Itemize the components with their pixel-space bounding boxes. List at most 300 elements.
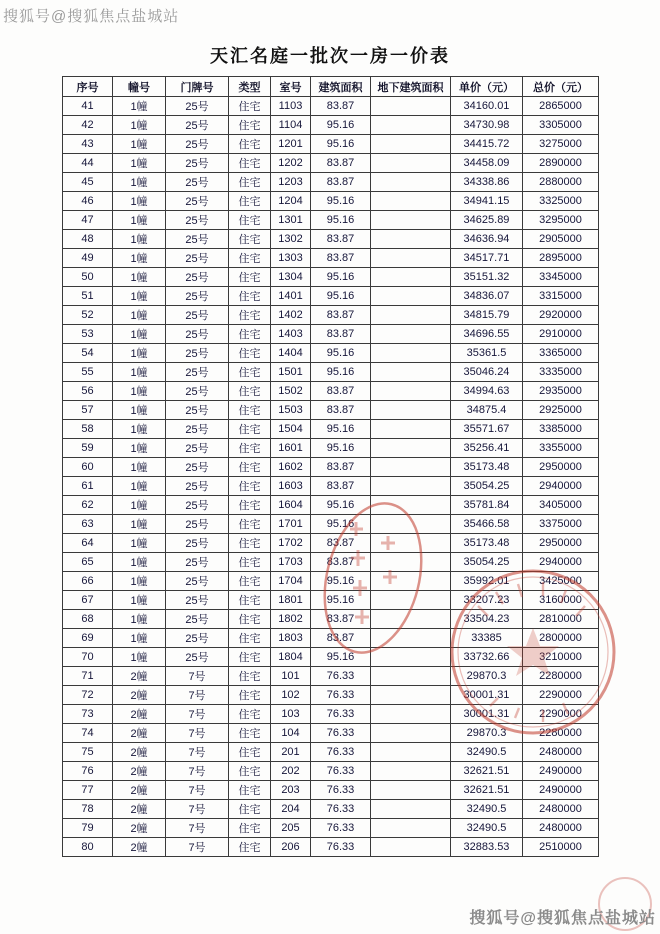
column-header: 类型 [229, 77, 271, 97]
table-row [63, 173, 599, 192]
cell: 1501 [271, 363, 311, 382]
column-header: 总价（元） [523, 77, 599, 97]
table-header-row [63, 77, 599, 97]
cell: 34338.86 [451, 173, 523, 192]
cell [371, 192, 451, 211]
cell: 1幢 [113, 211, 166, 230]
cell [371, 838, 451, 857]
cell [371, 724, 451, 743]
cell [371, 667, 451, 686]
cell: 1幢 [113, 439, 166, 458]
cell: 2290000 [523, 705, 599, 724]
cell: 25号 [166, 135, 229, 154]
cell: 71 [63, 667, 113, 686]
cell: 1幢 [113, 515, 166, 534]
cell: 25号 [166, 173, 229, 192]
cell: 2280000 [523, 667, 599, 686]
cell: 32621.51 [451, 762, 523, 781]
cell: 2290000 [523, 686, 599, 705]
cell: 51 [63, 287, 113, 306]
cell: 住宅 [229, 192, 271, 211]
cell: 46 [63, 192, 113, 211]
cell: 202 [271, 762, 311, 781]
table-row [63, 306, 599, 325]
cell: 64 [63, 534, 113, 553]
cell: 住宅 [229, 97, 271, 116]
cell: 1幢 [113, 268, 166, 287]
table-row [63, 705, 599, 724]
cell: 3355000 [523, 439, 599, 458]
table-row [63, 629, 599, 648]
cell: 1604 [271, 496, 311, 515]
cell: 住宅 [229, 154, 271, 173]
cell: 住宅 [229, 306, 271, 325]
cell: 2幢 [113, 762, 166, 781]
cell [371, 477, 451, 496]
table-row [63, 553, 599, 572]
cell: 2480000 [523, 800, 599, 819]
cell: 1603 [271, 477, 311, 496]
cell: 76.33 [311, 819, 371, 838]
cell: 65 [63, 553, 113, 572]
cell: 76.33 [311, 743, 371, 762]
cell: 34160.01 [451, 97, 523, 116]
cell: 3160000 [523, 591, 599, 610]
cell: 95.16 [311, 496, 371, 515]
cell [371, 496, 451, 515]
cell: 1203 [271, 173, 311, 192]
cell: 83.87 [311, 477, 371, 496]
table-row [63, 781, 599, 800]
cell: 48 [63, 230, 113, 249]
cell: 住宅 [229, 819, 271, 838]
cell: 103 [271, 705, 311, 724]
cell: 83.87 [311, 553, 371, 572]
cell: 1幢 [113, 610, 166, 629]
cell: 25号 [166, 344, 229, 363]
cell: 203 [271, 781, 311, 800]
cell: 57 [63, 401, 113, 420]
cell: 7号 [166, 686, 229, 705]
cell: 59 [63, 439, 113, 458]
cell [371, 344, 451, 363]
cell: 25号 [166, 382, 229, 401]
watermark-top: 搜狐号@搜狐焦点盐城站 [3, 8, 180, 25]
cell: 3375000 [523, 515, 599, 534]
cell [371, 458, 451, 477]
cell: 2865000 [523, 97, 599, 116]
cell: 25号 [166, 610, 229, 629]
cell: 34875.4 [451, 401, 523, 420]
cell: 83.87 [311, 154, 371, 173]
table-row [63, 439, 599, 458]
cell: 1幢 [113, 306, 166, 325]
cell: 7号 [166, 705, 229, 724]
cell: 1幢 [113, 534, 166, 553]
cell: 1幢 [113, 591, 166, 610]
cell: 95.16 [311, 211, 371, 230]
cell: 住宅 [229, 648, 271, 667]
cell: 25号 [166, 515, 229, 534]
cell: 25号 [166, 116, 229, 135]
cell: 2幢 [113, 781, 166, 800]
cell: 7号 [166, 667, 229, 686]
cell: 76.33 [311, 686, 371, 705]
cell: 76.33 [311, 667, 371, 686]
table-row [63, 572, 599, 591]
column-header: 单价（元） [451, 77, 523, 97]
column-header: 建筑面积 [311, 77, 371, 97]
cell: 35054.25 [451, 553, 523, 572]
cell: 1502 [271, 382, 311, 401]
cell: 83.87 [311, 534, 371, 553]
cell: 204 [271, 800, 311, 819]
cell: 1幢 [113, 572, 166, 591]
cell: 1804 [271, 648, 311, 667]
cell: 25号 [166, 268, 229, 287]
cell: 35361.5 [451, 344, 523, 363]
cell: 25号 [166, 572, 229, 591]
cell: 3325000 [523, 192, 599, 211]
cell: 住宅 [229, 553, 271, 572]
cell: 35173.48 [451, 534, 523, 553]
cell: 1幢 [113, 135, 166, 154]
cell: 1幢 [113, 458, 166, 477]
cell [371, 762, 451, 781]
table-row [63, 154, 599, 173]
cell: 58 [63, 420, 113, 439]
cell: 2935000 [523, 382, 599, 401]
cell: 住宅 [229, 211, 271, 230]
table-row [63, 97, 599, 116]
cell: 33732.66 [451, 648, 523, 667]
cell: 2940000 [523, 553, 599, 572]
table-row [63, 686, 599, 705]
cell [371, 819, 451, 838]
cell: 1403 [271, 325, 311, 344]
cell: 25号 [166, 211, 229, 230]
cell: 住宅 [229, 458, 271, 477]
cell: 1幢 [113, 287, 166, 306]
table-row [63, 287, 599, 306]
cell: 1幢 [113, 325, 166, 344]
column-header: 幢号 [113, 77, 166, 97]
cell: 83.87 [311, 401, 371, 420]
table-row [63, 819, 599, 838]
cell: 49 [63, 249, 113, 268]
cell [371, 534, 451, 553]
cell: 95.16 [311, 268, 371, 287]
cell: 34636.94 [451, 230, 523, 249]
cell: 1703 [271, 553, 311, 572]
cell: 2510000 [523, 838, 599, 857]
cell: 1幢 [113, 154, 166, 173]
cell: 1103 [271, 97, 311, 116]
cell: 1幢 [113, 648, 166, 667]
cell: 75 [63, 743, 113, 762]
cell: 2950000 [523, 534, 599, 553]
cell: 25号 [166, 439, 229, 458]
cell [371, 743, 451, 762]
cell: 55 [63, 363, 113, 382]
cell: 32883.53 [451, 838, 523, 857]
cell: 30001.31 [451, 686, 523, 705]
cell: 25号 [166, 401, 229, 420]
cell: 1303 [271, 249, 311, 268]
cell: 2895000 [523, 249, 599, 268]
cell: 95.16 [311, 363, 371, 382]
cell: 76 [63, 762, 113, 781]
cell: 住宅 [229, 477, 271, 496]
cell: 25号 [166, 363, 229, 382]
cell: 住宅 [229, 420, 271, 439]
cell: 83.87 [311, 458, 371, 477]
cell: 住宅 [229, 705, 271, 724]
cell: 34517.71 [451, 249, 523, 268]
cell: 79 [63, 819, 113, 838]
table-row [63, 591, 599, 610]
cell [371, 306, 451, 325]
cell: 1402 [271, 306, 311, 325]
cell: 1304 [271, 268, 311, 287]
cell: 住宅 [229, 724, 271, 743]
cell [371, 591, 451, 610]
cell: 1幢 [113, 401, 166, 420]
cell: 住宅 [229, 610, 271, 629]
cell: 25号 [166, 553, 229, 572]
cell: 住宅 [229, 173, 271, 192]
cell: 25号 [166, 458, 229, 477]
cell: 2910000 [523, 325, 599, 344]
table-row [63, 610, 599, 629]
cell: 7号 [166, 800, 229, 819]
cell: 3335000 [523, 363, 599, 382]
cell: 104 [271, 724, 311, 743]
cell: 住宅 [229, 382, 271, 401]
cell: 1201 [271, 135, 311, 154]
cell: 70 [63, 648, 113, 667]
cell: 53 [63, 325, 113, 344]
cell: 1幢 [113, 97, 166, 116]
cell: 52 [63, 306, 113, 325]
cell [371, 610, 451, 629]
cell: 2925000 [523, 401, 599, 420]
cell: 76.33 [311, 762, 371, 781]
cell: 1幢 [113, 629, 166, 648]
cell: 33207.23 [451, 591, 523, 610]
table-row [63, 534, 599, 553]
cell: 2幢 [113, 724, 166, 743]
cell: 76.33 [311, 838, 371, 857]
cell: 32490.5 [451, 743, 523, 762]
cell: 66 [63, 572, 113, 591]
cell: 25号 [166, 192, 229, 211]
cell: 76.33 [311, 705, 371, 724]
cell: 住宅 [229, 762, 271, 781]
cell: 78 [63, 800, 113, 819]
cell: 95.16 [311, 439, 371, 458]
cell: 35256.41 [451, 439, 523, 458]
cell [371, 230, 451, 249]
cell: 50 [63, 268, 113, 287]
cell: 25号 [166, 325, 229, 344]
cell: 95.16 [311, 591, 371, 610]
cell: 69 [63, 629, 113, 648]
cell: 34696.55 [451, 325, 523, 344]
cell: 25号 [166, 496, 229, 515]
cell: 25号 [166, 534, 229, 553]
cell: 2800000 [523, 629, 599, 648]
cell: 76.33 [311, 724, 371, 743]
cell: 67 [63, 591, 113, 610]
cell [371, 135, 451, 154]
cell: 1504 [271, 420, 311, 439]
page-title: 天汇名庭一批次一房一价表 [210, 46, 450, 66]
cell: 83.87 [311, 306, 371, 325]
cell: 73 [63, 705, 113, 724]
cell: 1104 [271, 116, 311, 135]
cell: 1704 [271, 572, 311, 591]
cell: 1601 [271, 439, 311, 458]
cell: 2幢 [113, 705, 166, 724]
column-header: 序号 [63, 77, 113, 97]
cell: 83.87 [311, 382, 371, 401]
table-row [63, 363, 599, 382]
cell: 1202 [271, 154, 311, 173]
table-row [63, 496, 599, 515]
cell: 2905000 [523, 230, 599, 249]
table-row [63, 268, 599, 287]
cell: 1幢 [113, 344, 166, 363]
cell: 住宅 [229, 515, 271, 534]
column-header: 地下建筑面积 [371, 77, 451, 97]
cell: 1幢 [113, 249, 166, 268]
table-row [63, 230, 599, 249]
cell: 3425000 [523, 572, 599, 591]
cell: 2280000 [523, 724, 599, 743]
cell [371, 515, 451, 534]
cell: 住宅 [229, 781, 271, 800]
watermark-bottom: 搜狐号@搜狐焦点盐城站 [469, 910, 656, 927]
table-row [63, 724, 599, 743]
cell: 34815.79 [451, 306, 523, 325]
cell: 1幢 [113, 477, 166, 496]
cell: 95.16 [311, 192, 371, 211]
cell: 住宅 [229, 686, 271, 705]
cell: 1幢 [113, 230, 166, 249]
cell [371, 325, 451, 344]
cell [371, 800, 451, 819]
cell: 1幢 [113, 420, 166, 439]
cell [371, 572, 451, 591]
cell: 1204 [271, 192, 311, 211]
cell: 住宅 [229, 800, 271, 819]
table-row [63, 838, 599, 857]
cell: 34941.15 [451, 192, 523, 211]
cell: 2480000 [523, 819, 599, 838]
cell: 34625.89 [451, 211, 523, 230]
cell: 25号 [166, 477, 229, 496]
cell: 102 [271, 686, 311, 705]
cell: 7号 [166, 762, 229, 781]
cell: 住宅 [229, 743, 271, 762]
cell: 205 [271, 819, 311, 838]
cell: 47 [63, 211, 113, 230]
cell: 54 [63, 344, 113, 363]
cell: 1503 [271, 401, 311, 420]
cell: 68 [63, 610, 113, 629]
table-row [63, 458, 599, 477]
cell: 76.33 [311, 781, 371, 800]
cell: 3295000 [523, 211, 599, 230]
cell: 住宅 [229, 116, 271, 135]
cell: 1幢 [113, 553, 166, 572]
cell: 2880000 [523, 173, 599, 192]
cell: 25号 [166, 420, 229, 439]
cell: 34836.07 [451, 287, 523, 306]
cell: 住宅 [229, 363, 271, 382]
cell [371, 97, 451, 116]
cell: 1幢 [113, 173, 166, 192]
cell: 住宅 [229, 135, 271, 154]
cell: 72 [63, 686, 113, 705]
table-row [63, 382, 599, 401]
cell: 3385000 [523, 420, 599, 439]
cell: 101 [271, 667, 311, 686]
cell: 7号 [166, 838, 229, 857]
cell: 95.16 [311, 420, 371, 439]
cell: 83.87 [311, 325, 371, 344]
cell: 76.33 [311, 800, 371, 819]
cell: 2920000 [523, 306, 599, 325]
cell [371, 439, 451, 458]
cell: 32490.5 [451, 800, 523, 819]
cell: 住宅 [229, 439, 271, 458]
cell: 25号 [166, 154, 229, 173]
cell: 83.87 [311, 249, 371, 268]
cell: 83.87 [311, 610, 371, 629]
cell: 1幢 [113, 363, 166, 382]
cell: 29870.3 [451, 724, 523, 743]
cell: 住宅 [229, 287, 271, 306]
table-row [63, 344, 599, 363]
table-row [63, 648, 599, 667]
table-body [63, 97, 599, 857]
cell: 1302 [271, 230, 311, 249]
cell: 7号 [166, 743, 229, 762]
table-row [63, 743, 599, 762]
cell: 3365000 [523, 344, 599, 363]
table-row [63, 667, 599, 686]
cell [371, 154, 451, 173]
cell: 1幢 [113, 116, 166, 135]
cell: 1602 [271, 458, 311, 477]
cell: 2810000 [523, 610, 599, 629]
cell: 2940000 [523, 477, 599, 496]
column-header: 门牌号 [166, 77, 229, 97]
cell: 45 [63, 173, 113, 192]
cell [371, 686, 451, 705]
cell [371, 648, 451, 667]
cell: 33385 [451, 629, 523, 648]
cell: 95.16 [311, 572, 371, 591]
cell: 住宅 [229, 591, 271, 610]
table-row [63, 116, 599, 135]
cell: 1401 [271, 287, 311, 306]
cell: 35781.84 [451, 496, 523, 515]
table-row [63, 420, 599, 439]
cell: 1702 [271, 534, 311, 553]
